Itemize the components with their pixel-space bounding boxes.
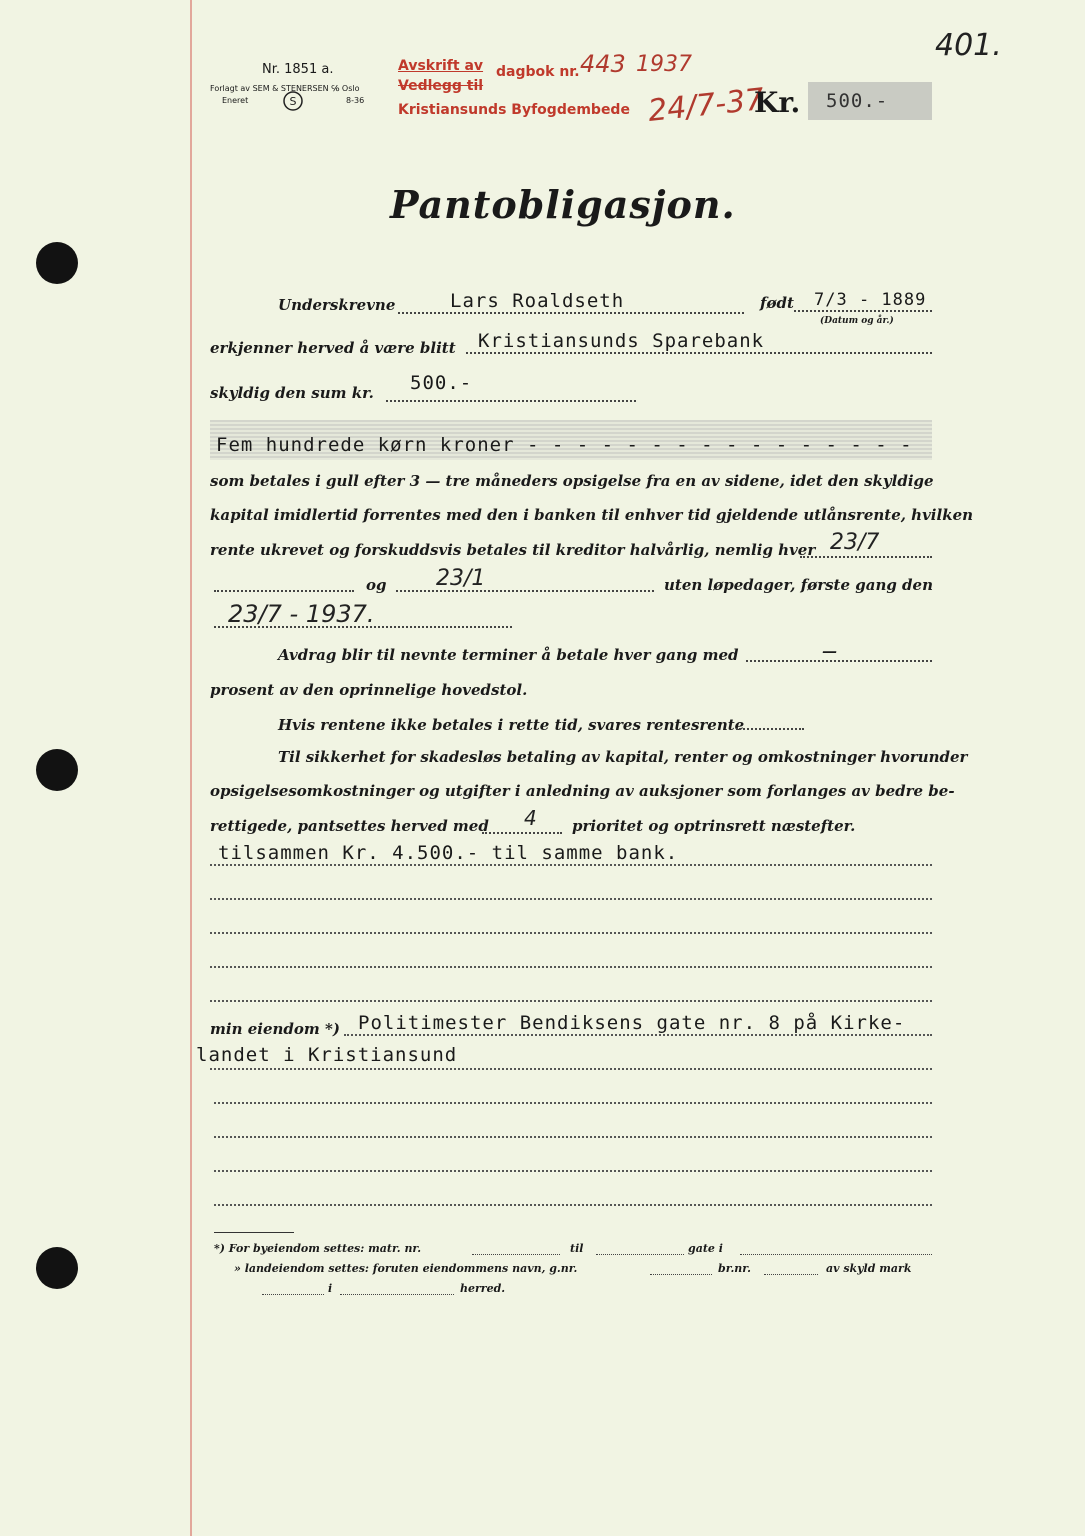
form-date-code: 8-36	[346, 96, 365, 105]
footnote-line-1c: gate i	[688, 1242, 723, 1255]
footnote-line-3b: herred.	[460, 1282, 506, 1295]
sikkerhet-line: opsigelsesomkostninger og utgifter i anledning av auksjoner som forlanges av bedre be-	[210, 782, 955, 800]
dotted-line	[650, 1274, 712, 1275]
stamp-avskrift: Avskrift av	[398, 58, 484, 74]
avdrag-dash: —	[822, 642, 837, 660]
footnote-line-2a: » landeiendom settes: foruten eiendommens navn, g.nr.	[234, 1262, 578, 1275]
acknowledge-label: erkjenner herved å være blitt	[210, 339, 456, 357]
stamp-dagbok-nr: 443	[580, 50, 626, 78]
footnote-line-1b: til	[570, 1242, 584, 1255]
born-label: født	[760, 294, 794, 312]
stamp-year: 1937	[636, 52, 692, 77]
footnote-line-1a: *) For byeiendom settes: matr. nr.	[214, 1242, 422, 1255]
dotted-line	[482, 832, 562, 834]
publisher-line: Forlagt av SEM & STENERSEN ℅ Oslo	[210, 84, 360, 93]
avdrag-line: Avdrag blir til nevnte terminer å betale hver gang med	[278, 646, 739, 664]
dotted-line	[764, 1274, 818, 1275]
sikkerhet-line: rettigede, pantsettes herved med	[210, 817, 489, 835]
stamp-dagbok-label: dagbok nr.	[496, 64, 580, 80]
dotted-line	[214, 1204, 932, 1206]
property-line-1: Politimester Bendiksens gate nr. 8 på Kirke-	[358, 1012, 906, 1034]
body-line: rente ukrevet og forskuddsvis betales til kreditor halvårlig, nemlig hver	[210, 541, 816, 559]
dotted-line	[214, 1102, 932, 1104]
interest-date-1: 23/7	[830, 530, 880, 555]
sum-label: skyldig den sum kr.	[210, 384, 374, 402]
dotted-line	[396, 590, 654, 592]
prosent-line: prosent av den oprinnelige hovedstol.	[210, 681, 528, 699]
property-line-2: landet i Kristiansund	[196, 1044, 458, 1066]
dotted-line	[340, 1294, 454, 1295]
dotted-line	[262, 1294, 324, 1295]
dotted-line	[210, 966, 932, 968]
creditor-name: Kristiansunds Sparebank	[478, 330, 765, 352]
first-payment-date: 23/7 - 1937.	[228, 600, 375, 628]
dotted-line	[736, 728, 804, 730]
dotted-line	[210, 864, 932, 866]
punch-hole	[36, 242, 78, 284]
body-line: kapital imidlertid forrentes med den i banken til enhver tid gjeldende utlånsrente, hvilken	[210, 506, 974, 524]
born-value: 7/3 - 1889	[814, 290, 927, 310]
undersigned-label: Underskrevne	[278, 296, 396, 314]
dotted-line	[740, 1254, 932, 1255]
property-label: min eiendom *)	[210, 1020, 340, 1038]
tilsammen-line: tilsammen Kr. 4.500.- til samme bank.	[218, 842, 679, 864]
footnote-line-3a: i	[328, 1282, 333, 1295]
dotted-line	[214, 1170, 932, 1172]
dotted-line	[386, 400, 636, 402]
footnote-line-2b: br.nr.	[718, 1262, 751, 1275]
stamp-vedlegg: Vedlegg til	[398, 78, 484, 94]
punch-hole	[36, 1247, 78, 1289]
publisher-eneret: Eneret	[222, 96, 249, 105]
publisher-logo-icon	[282, 90, 304, 112]
priority-value: 4	[524, 806, 537, 830]
body-line: som betales i gull efter 3 — tre måneders opsigelse fra en av sidene, idet den skyldige	[210, 472, 934, 490]
sum-words: Fem hundrede kørn kroner - - - - - - - - - - - - - - - -	[216, 434, 913, 456]
page-number: 401.	[935, 28, 1002, 63]
og-label: og	[366, 576, 387, 594]
born-hint: (Datum og år.)	[820, 316, 894, 326]
dotted-line	[344, 1034, 932, 1036]
rente-line: Hvis rentene ikke betales i rette tid, svares rentesrente	[278, 716, 745, 734]
punch-hole	[36, 749, 78, 791]
dotted-line	[210, 898, 932, 900]
sikkerhet-line: Til sikkerhet for skadesløs betaling av kapital, renter og omkostninger hvorunder	[278, 748, 968, 766]
sum-value: 500.-	[410, 372, 473, 394]
dotted-line	[214, 590, 354, 592]
stamp-office: Kristiansunds Byfogdembede	[398, 102, 630, 118]
dotted-line	[794, 310, 932, 312]
interest-date-2: 23/1	[436, 566, 486, 591]
footnote-line-2c: av skyld mark	[826, 1262, 912, 1275]
dotted-line	[214, 1136, 932, 1138]
dotted-line	[210, 1068, 932, 1070]
dotted-line	[746, 660, 932, 662]
dotted-line	[466, 352, 932, 354]
stamp-date: 24/7-37	[646, 82, 766, 129]
dotted-line	[398, 312, 744, 314]
dotted-line	[210, 932, 932, 934]
dotted-line	[210, 1000, 932, 1002]
margin-rule	[190, 0, 192, 1536]
svg-text:S: S	[289, 95, 297, 108]
dotted-line	[596, 1254, 684, 1255]
undersigned-value: Lars Roaldseth	[450, 290, 625, 312]
document-title: Pantobligasjon.	[390, 182, 736, 227]
dotted-line	[472, 1254, 560, 1255]
form-number: Nr. 1851 a.	[262, 62, 334, 77]
body-line: uten løpedager, første gang den	[664, 576, 933, 594]
amount-value: 500.-	[826, 90, 889, 112]
sikkerhet-line: prioritet og optrinsrett næstefter.	[572, 817, 856, 835]
footnote-rule	[214, 1232, 294, 1233]
amount-label: Kr.	[754, 86, 801, 119]
dotted-line	[800, 556, 932, 558]
